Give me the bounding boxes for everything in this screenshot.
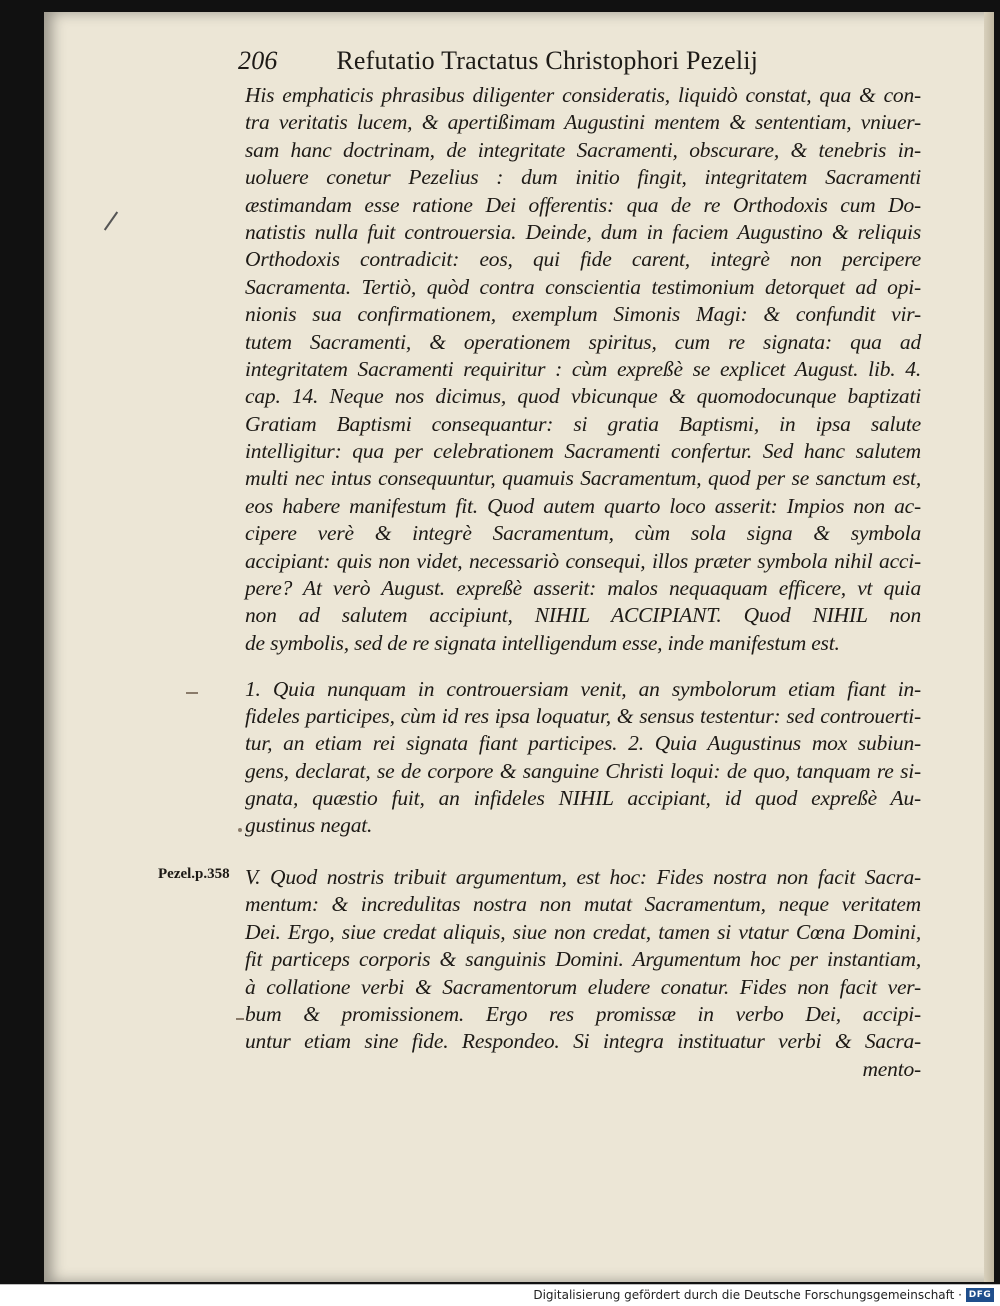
note-line: fideles participes, cùm id res ipsa loquatur, & sensus testentur: sed controuerti- bbox=[245, 704, 921, 729]
note-line: gens, declarat, se de corpore & sanguine Christi loqui: de quo, tanquam re si- bbox=[245, 758, 921, 783]
text-line: sam hanc doctrinam, de integritate Sacramenti, obscurare, & tenebris in- bbox=[245, 137, 921, 162]
ink-mark bbox=[186, 692, 198, 694]
text-line: Gratiam Baptismi consequantur: si gratia Baptismi, in ipsa salute bbox=[245, 411, 921, 436]
ink-mark bbox=[236, 1018, 244, 1020]
main-paragraph bbox=[245, 82, 921, 657]
text-line: mentum: & incredulitas nostra non mutat Sacramentum, neque veritatem bbox=[245, 892, 921, 917]
text-line: tra veritatis lucem, & apertißimam Augustini mentem & sententiam, vniuer- bbox=[245, 110, 921, 135]
text-line: His emphaticis phrasibus diligenter consideratis, liquidò constat, qua & con- bbox=[245, 83, 921, 107]
text-line: integritatem Sacramenti requiritur : cùm expreßè se explicet August. lib. 4. bbox=[245, 356, 921, 381]
text-line: non ad salutem accipiunt, NIHIL ACCIPIANT. Quod NIHIL non bbox=[245, 603, 921, 628]
section-v-paragraph bbox=[245, 864, 921, 1083]
text-line: æstimandam esse ratione Dei offerentis: qua de re Orthodoxis cum Do- bbox=[245, 192, 921, 217]
ink-mark bbox=[238, 828, 242, 832]
page-number: 206 bbox=[238, 46, 278, 75]
text-line: fit particeps corporis & sanguinis Domini. Argumentum hoc per instantiam, bbox=[245, 947, 921, 972]
text-line: bum & promissionem. Ergo res promissæ in verbo Dei, accipi- bbox=[245, 1001, 921, 1026]
note-line: gustinus negat. bbox=[245, 812, 373, 837]
footer-bar bbox=[0, 1284, 1000, 1306]
text-line: uoluere conetur Pezelius : dum initio fingit, integritatem Sacramenti bbox=[245, 165, 921, 190]
text-line: cipere verè & integrè Sacramentum, cùm sola signa & symbola bbox=[245, 521, 921, 546]
text-line: Orthodoxis contradicit: eos, qui fide carent, integrè non percipere bbox=[245, 247, 921, 272]
note-line: 1. Quia nunquam in controuersiam venit, an symbolorum etiam fiant in- bbox=[245, 677, 921, 701]
page-edge bbox=[984, 12, 994, 1282]
margin-reference: Pezel.p.358 bbox=[158, 866, 230, 882]
text-line: accipiant: quis non videt, necessariò consequi, illos præter symbola nihil acci- bbox=[245, 548, 921, 573]
text-line: tutem Sacramenti, & operationem spiritus, cum re signata: qua ad bbox=[245, 329, 921, 354]
page-header bbox=[238, 46, 758, 76]
text-line: multi nec intus consequuntur, quamuis Sacramentum, quod per se sanctum est, bbox=[245, 466, 921, 491]
note-line: gnata, quæstio fuit, an infideles NIHIL accipiant, id quod expreßè Au- bbox=[245, 785, 921, 810]
running-title: Refutatio Tractatus Christophori Pezelij bbox=[336, 46, 759, 75]
funding-credit: Digitalisierung gefördert durch die Deutsche Forschungsgemeinschaft · bbox=[533, 1288, 962, 1302]
text-line: natistis nulla fuit controuersia. Deinde, dum in faciem Augustino & reliquis bbox=[245, 219, 921, 244]
catchword: mento- bbox=[862, 1056, 921, 1081]
text-line: cap. 14. Neque nos dicimus, quod vbicunque & quomodocunque baptizati bbox=[245, 384, 921, 409]
text-line: eos habere manifestum fit. Quod autem quarto loco asserit: Impios non ac- bbox=[245, 493, 921, 518]
text-line: Sacramenta. Tertiò, quòd contra conscientia testimonium detorquet ad opi- bbox=[245, 274, 921, 299]
text-line: intelligitur: qua per celebrationem Sacramenti confertur. Sed hanc salutem bbox=[245, 439, 921, 464]
dfg-logo: DFG bbox=[966, 1288, 994, 1302]
text-line: untur etiam sine fide. Respondeo. Si integra instituatur verbi & Sacra- bbox=[245, 1029, 921, 1054]
text-line: pere? At verò August. expreßè asserit: malos nequaquam efficere, vt quia bbox=[245, 576, 921, 601]
text-line: nionis sua confirmationem, exemplum Simonis Magi: & confundit vir- bbox=[245, 302, 921, 327]
note-paragraph bbox=[245, 676, 921, 839]
text-line: V. Quod nostris tribuit argumentum, est hoc: Fides nostra non facit Sacra- bbox=[245, 865, 921, 889]
text-line: à collatione verbi & Sacramentorum eludere conatur. Fides non facit ver- bbox=[245, 974, 921, 999]
text-line: de symbolis, sed de re signata intelligendum esse, inde manifestum est. bbox=[245, 630, 840, 655]
text-line: Dei. Ergo, siue credat aliquis, siue non credat, tamen si vtatur Cœna Domini, bbox=[245, 919, 921, 944]
note-line: tur, an etiam rei signata fiant participes. 2. Quia Augustinus mox subiun- bbox=[245, 731, 921, 756]
